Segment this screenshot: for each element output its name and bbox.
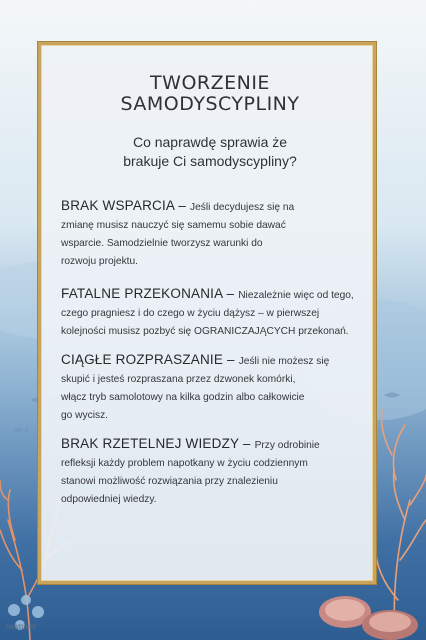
- section-line: kolejności musisz pozbyć się OGRANICZAJĄCYCH przekonań.: [61, 326, 349, 337]
- section-line: skupić i jesteś rozpraszana przez dzwonek komórki,: [61, 374, 296, 385]
- credit-watermark: rawpixel: [6, 622, 36, 631]
- section-heading: BRAK RZETELNEJ WIEDZY –: [61, 436, 255, 451]
- section-line: rozwoju projektu.: [61, 256, 139, 267]
- section-heading: CIĄGŁE ROZPRASZANIE –: [61, 352, 239, 367]
- content-card: [38, 42, 376, 584]
- section-line: czego pragniesz i do czego w życiu dążysz – w pierwszej: [61, 308, 320, 319]
- section-line: włącz tryb samolotowy na kilka godzin albo całkowicie: [61, 392, 305, 403]
- section-line: odpowiedniej wiedzy.: [61, 494, 157, 505]
- section-support: [61, 197, 379, 271]
- section-line: refleksji każdy problem napotkany w życiu codziennym: [61, 458, 308, 469]
- subtitle-line-2: brakuje Ci samodyscypliny?: [123, 153, 297, 169]
- section-line: Jeśli nie możesz się: [238, 356, 330, 367]
- section-line: zmianę musisz nauczyć się samemu sobie dawać: [61, 220, 286, 231]
- section-line: Przy odrobinie: [254, 440, 320, 451]
- section-line: wsparcie. Samodzielnie tworzysz warunki do: [61, 238, 263, 249]
- section-beliefs: [61, 285, 379, 341]
- section-line: go wycisz.: [61, 410, 108, 421]
- section-line: Niezależnie więc od tego,: [238, 290, 354, 301]
- title-line-1: TWORZENIE: [150, 72, 270, 94]
- subtitle-line-1: Co naprawdę sprawia że: [132, 134, 288, 150]
- section-knowledge: [61, 435, 379, 509]
- section-line: Jeśli decydujesz się na: [190, 202, 295, 213]
- section-distraction: [61, 351, 379, 425]
- section-heading: BRAK WSPARCIA –: [61, 198, 190, 213]
- section-line: stanowi możliwość rozwiązania przy znalezieniu: [61, 476, 278, 487]
- title-line-2: SAMODYSCYPLINY: [120, 93, 300, 115]
- section-heading: FATALNE PRZEKONANIA –: [61, 286, 239, 301]
